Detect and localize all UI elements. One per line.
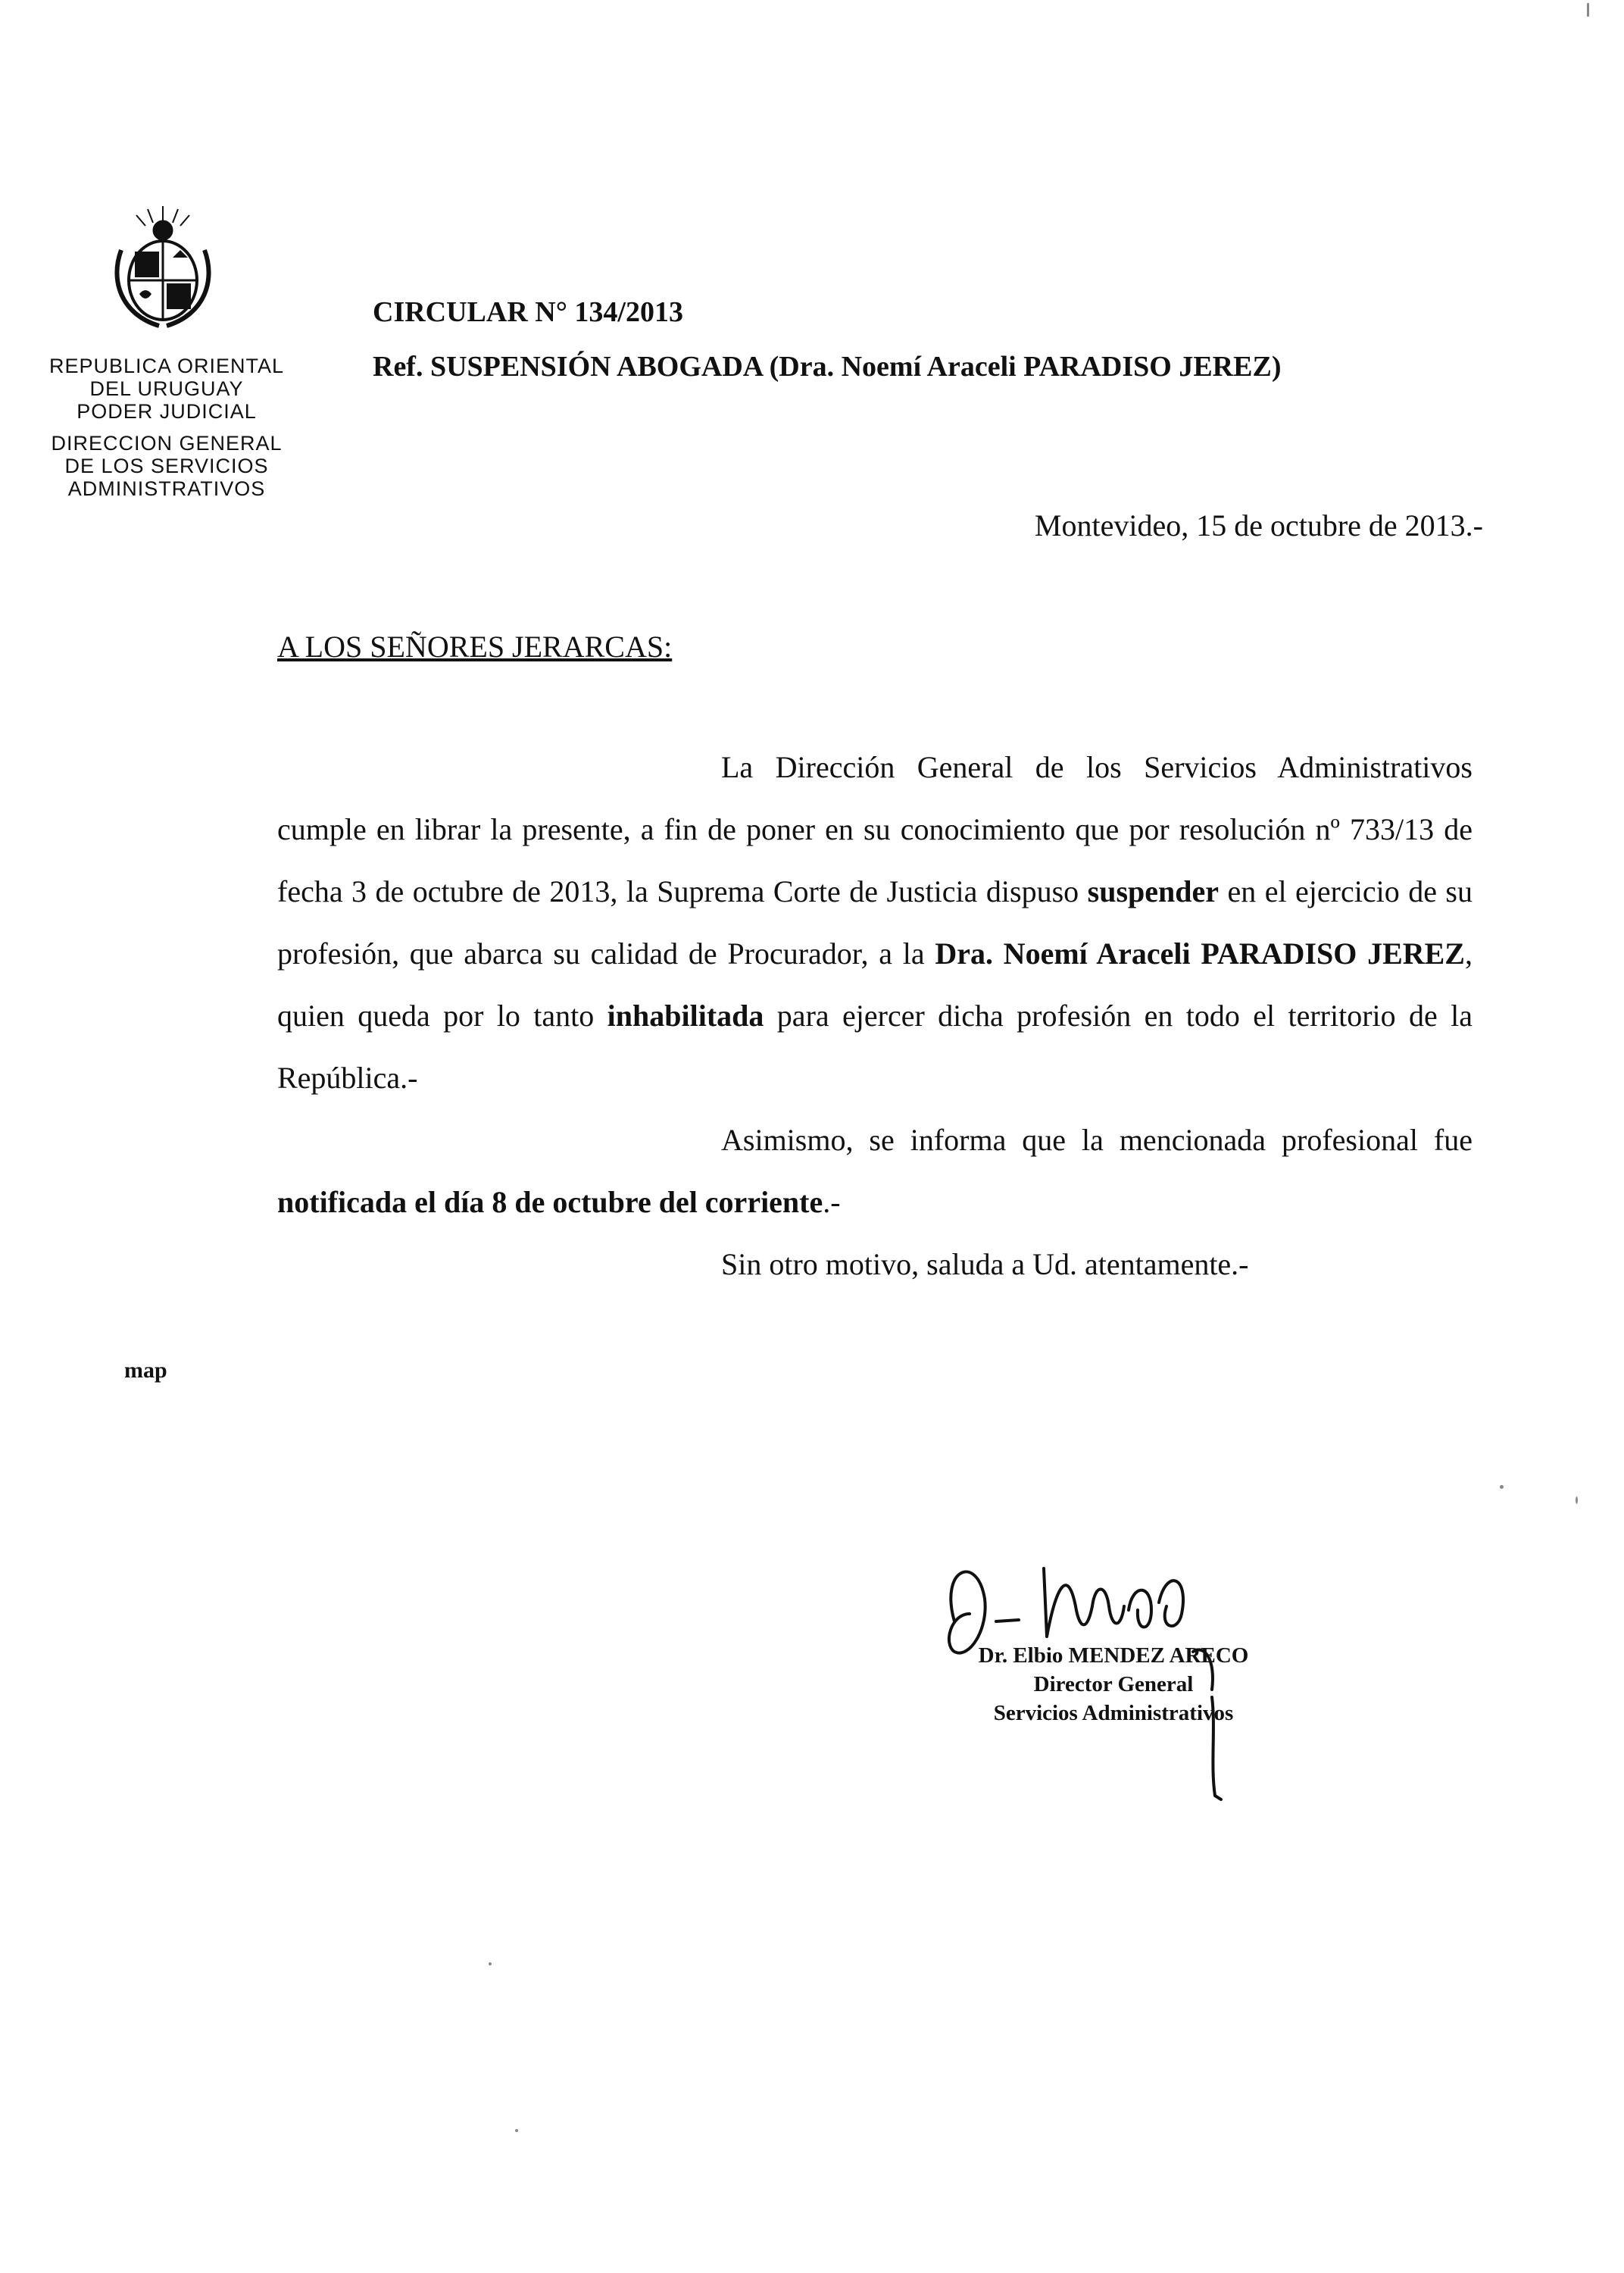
signer-block	[939, 1641, 1288, 1727]
text-run: La Dirección General de los Servicios Administrativos cumple en librar la presente, a fin de poner en su conocimiento que por resolución nº 733/13 de fecha 3 de octubre de 2013, la Suprema Corte de Justicia dispuso	[277, 750, 1473, 908]
text-run: para ejercer dicha profesión en todo el territorio de la República.-	[277, 999, 1473, 1095]
text-run: Asimismo, se informa que la mencionada profesional fue	[721, 1123, 1473, 1157]
ref-name: Dra. Noemí Araceli PARADISO JEREZ	[779, 351, 1272, 383]
signer-name: Dr. Elbio MENDEZ ARECO	[978, 1643, 1249, 1668]
agency-line: DE LOS SERVICIOS	[64, 455, 269, 477]
signer-department: Servicios Administrativos	[993, 1701, 1234, 1725]
agency-line: PODER JUDICIAL	[77, 400, 257, 423]
scan-artifact	[1500, 1485, 1504, 1489]
text-run: .-	[823, 1185, 841, 1219]
ref-prefix: Ref. SUSPENSIÓN ABOGADA (	[373, 351, 779, 383]
paragraph-1	[277, 736, 1473, 1109]
bold-run: Dra. Noemí Araceli PARADISO JEREZ	[935, 936, 1465, 971]
scan-artifact	[515, 2129, 518, 2132]
closing-line: Sin otro motivo, saluda a Ud. atentamente.-	[721, 1247, 1249, 1281]
bold-run: notificada el día 8 de octubre del corriente	[277, 1185, 823, 1219]
reference-line	[373, 350, 1281, 383]
coat-of-arms-icon	[106, 205, 220, 333]
agency-line: DEL URUGUAY	[89, 377, 244, 400]
text-run: en el ejercicio de su profesión, que abarca su calidad de Procurador, a la	[277, 874, 1473, 971]
agency-line: ADMINISTRATIVOS	[67, 477, 266, 500]
addressee: A LOS SEÑORES JERARCAS:	[277, 630, 673, 664]
scan-artifact	[1587, 3, 1589, 17]
agency-letterhead	[30, 355, 303, 500]
agency-line: REPUBLICA ORIENTAL	[48, 355, 285, 377]
text-run: , quien queda por lo tanto	[277, 936, 1473, 1033]
paragraph-2	[277, 1109, 1473, 1233]
circular-number: CIRCULAR N° 134/2013	[373, 296, 683, 328]
place-date: Montevideo, 15 de octubre de 2013.-	[1034, 508, 1483, 542]
scan-artifact	[1576, 1496, 1578, 1504]
ref-suffix: )	[1271, 351, 1282, 383]
scan-artifact	[489, 1962, 492, 1965]
signer-title: Director General	[1033, 1672, 1194, 1696]
letter-body	[277, 736, 1473, 1296]
bold-run: inhabilitada	[607, 999, 764, 1033]
bold-run: suspender	[1087, 874, 1220, 908]
typist-initials: map	[124, 1358, 167, 1383]
agency-line: DIRECCION GENERAL	[51, 432, 283, 455]
